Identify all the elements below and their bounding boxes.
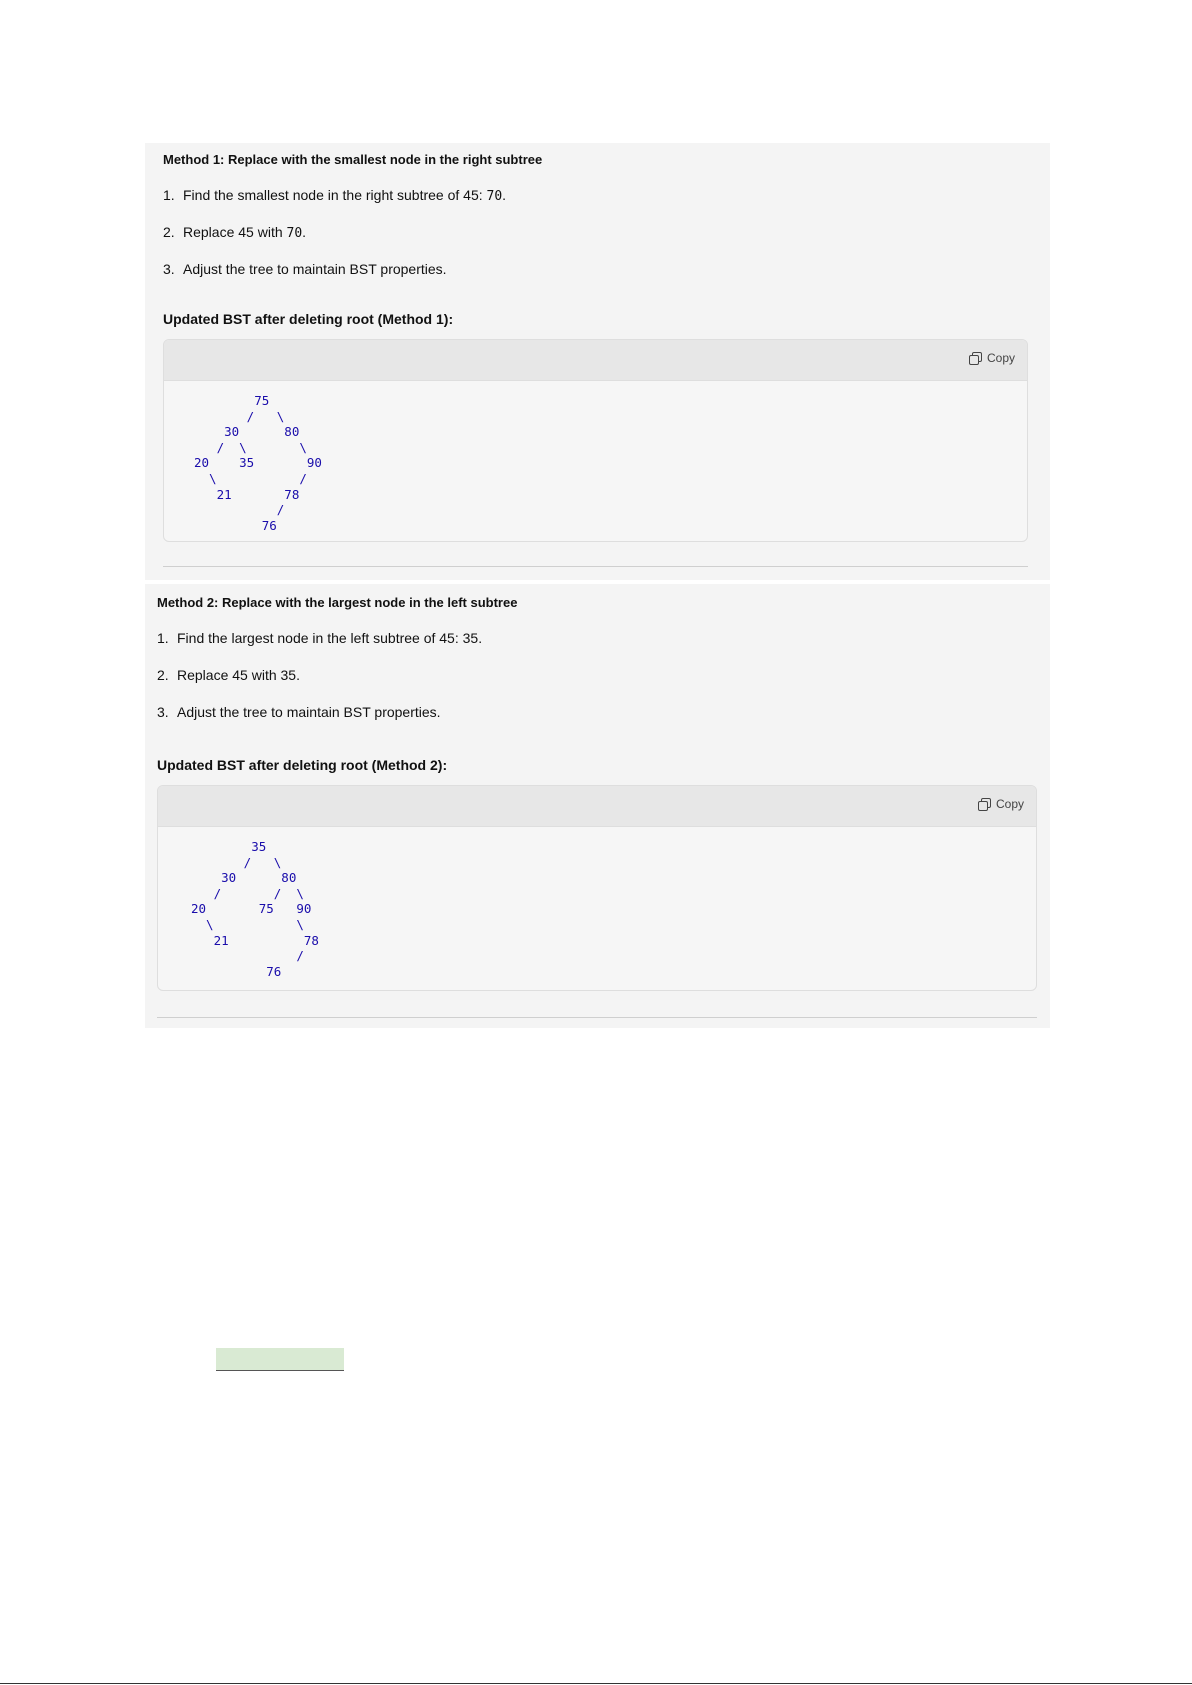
method-2-step-2: 2. Replace 45 with 35.	[157, 667, 300, 683]
method-1-result-heading: Updated BST after deleting root (Method 1):	[163, 311, 454, 327]
method-1-steps	[163, 187, 506, 298]
copy-label: Copy	[995, 797, 1024, 811]
copy-button[interactable]	[969, 351, 1015, 365]
method-2-code-block	[157, 785, 1037, 991]
method-2-tree-code[interactable]: 35 / \ 30 80 / / \ 20 75 90 \ \ 21 78 / 76	[191, 839, 319, 979]
code-block-header	[158, 786, 1036, 827]
divider	[163, 566, 1028, 567]
method-2-steps	[157, 630, 482, 741]
method-2-title: Method 2: Replace with the largest node in the left subtree	[157, 595, 518, 610]
copy-icon	[978, 798, 991, 811]
method-1-tree-code[interactable]: 75 / \ 30 80 / \ \ 20 35 90 \ / 21 78 / 76	[194, 393, 322, 533]
method-2-step-1: 1. Find the largest node in the left subtree of 45: 35.	[157, 630, 483, 646]
method-1-step-1: 1. Find the smallest node in the right subtree of 45: 70.	[163, 187, 507, 204]
method-2-panel	[145, 584, 1050, 1028]
method-1-panel	[145, 143, 1050, 580]
method-1-step-3: 3. Adjust the tree to maintain BST properties.	[163, 261, 447, 277]
divider	[157, 1017, 1037, 1018]
method-2-step-3: 3. Adjust the tree to maintain BST properties.	[157, 704, 441, 720]
method-1-title: Method 1: Replace with the smallest node in the right subtree	[163, 152, 543, 167]
copy-label: Copy	[986, 351, 1015, 365]
page-bottom-border	[0, 1683, 1192, 1684]
method-1-code-block	[163, 339, 1028, 542]
method-1-step-2: 2. Replace 45 with 70.	[163, 224, 307, 241]
code-block-header	[164, 340, 1027, 381]
copy-icon	[969, 352, 982, 365]
highlight-mark	[216, 1348, 344, 1371]
copy-button[interactable]	[978, 797, 1024, 811]
method-2-result-heading: Updated BST after deleting root (Method 2):	[157, 757, 448, 773]
